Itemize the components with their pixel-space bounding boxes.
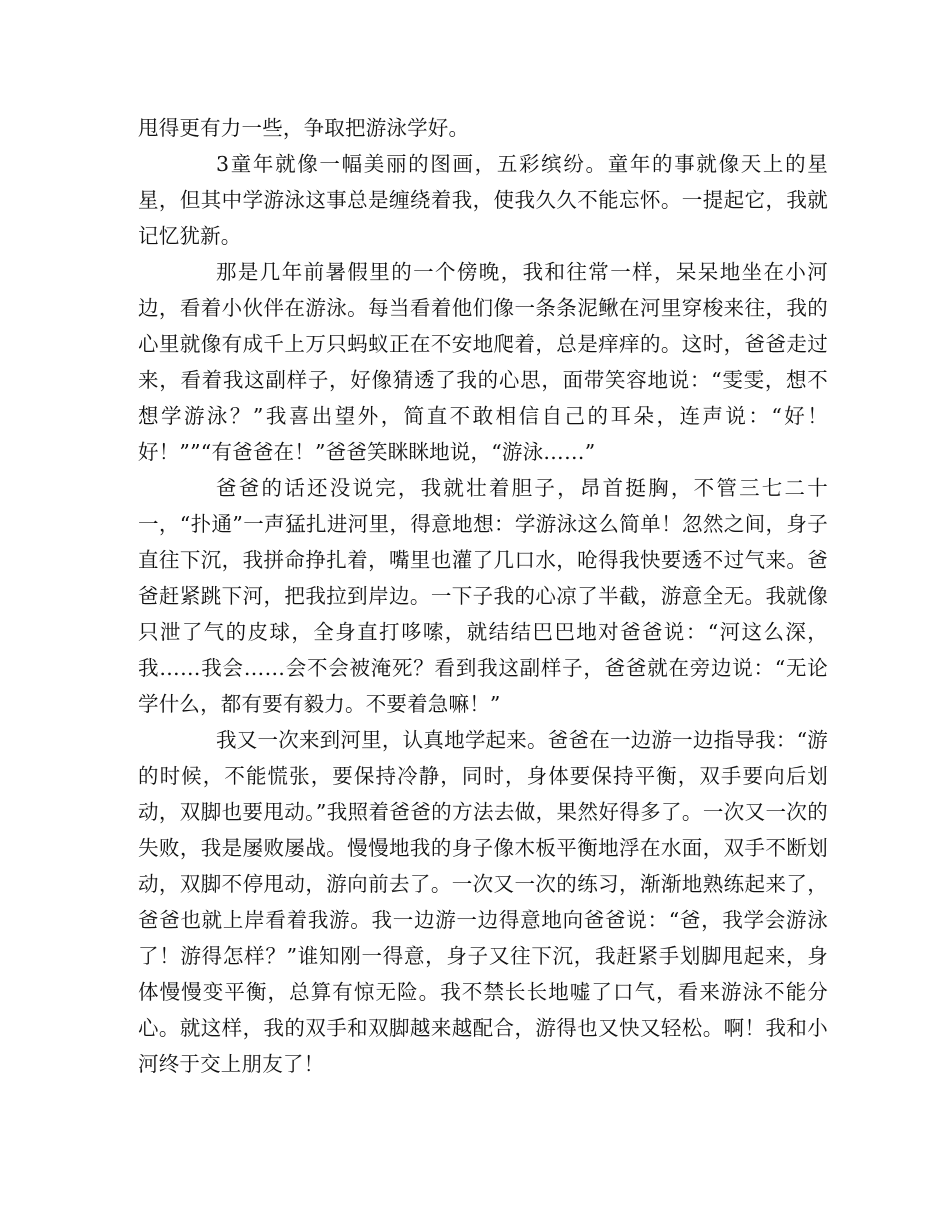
paragraph-4: 爸爸的话还没说完，我就壮着胆子，昂首挺胸，不管三七二十一，“扑通”一声猛扎进河里，得意地想：学游泳这么简单！忽然之间，身子直往下沉，我拼命挣扎着，嘴里也灌了几口水，呛得我快要透不过气来。爸爸赶紧跳下河，把我拉到岸边。一下子我的心凉了半截，游意全无。我就像只泄了气的皮球，全身直打哆嗦，就结结巴巴地对爸爸说：“河这么深，我……我会……会不会被淹死？看到我这副样子，爸爸就在旁边说：“无论学什么，都有要有毅力。不要着急嘛！”: [138, 476, 828, 716]
paragraph-1: 甩得更有力一些，争取把游泳学好。: [138, 116, 470, 140]
paragraph-5: 我又一次来到河里，认真地学起来。爸爸在一边游一边指导我：“游的时候，不能慌张，要保持冷静，同时，身体要保持平衡，双手要向后划动，双脚也要甩动。”我照着爸爸的方法去做，果然好得多了。一次又一次的失败，我是屡败屡战。慢慢地我的身子像木板平衡地浮在水面，双手不断划动，双脚不停甩动，游向前去了。一次又一次的练习，渐渐地熟练起来了，爸爸也就上岸看着我游。我一边游一边得意地向爸爸说：“爸，我学会游泳了！游得怎样？”谁知刚一得意，身子又往下沉，我赶紧手划脚甩起来，身体慢慢变平衡，总算有惊无险。我不禁长长地嘘了口气，看来游泳不能分心。就这样，我的双手和双脚越来越配合，游得也又快又轻松。啊！我和小河终于交上朋友了！: [138, 728, 828, 1076]
document-body: [138, 110, 828, 1082]
paragraph-2: 3童年就像一幅美丽的图画，五彩缤纷。童年的事就像天上的星星，但其中学游泳这事总是缠绕着我，使我久久不能忘怀。一提起它，我就记忆犹新。: [138, 152, 828, 248]
paragraph-3: 那是几年前暑假里的一个傍晚，我和往常一样，呆呆地坐在小河边，看着小伙伴在游泳。每当看着他们像一条条泥鳅在河里穿梭来往，我的心里就像有成千上万只蚂蚁正在不安地爬着，总是痒痒的。这时，爸爸走过来，看着我这副样子，好像猜透了我的心思，面带笑容地说：“雯雯，想不想学游泳？”我喜出望外，简直不敢相信自己的耳朵，连声说：“好！好！””“有爸爸在！”爸爸笑眯眯地说，“游泳……”: [138, 260, 828, 464]
